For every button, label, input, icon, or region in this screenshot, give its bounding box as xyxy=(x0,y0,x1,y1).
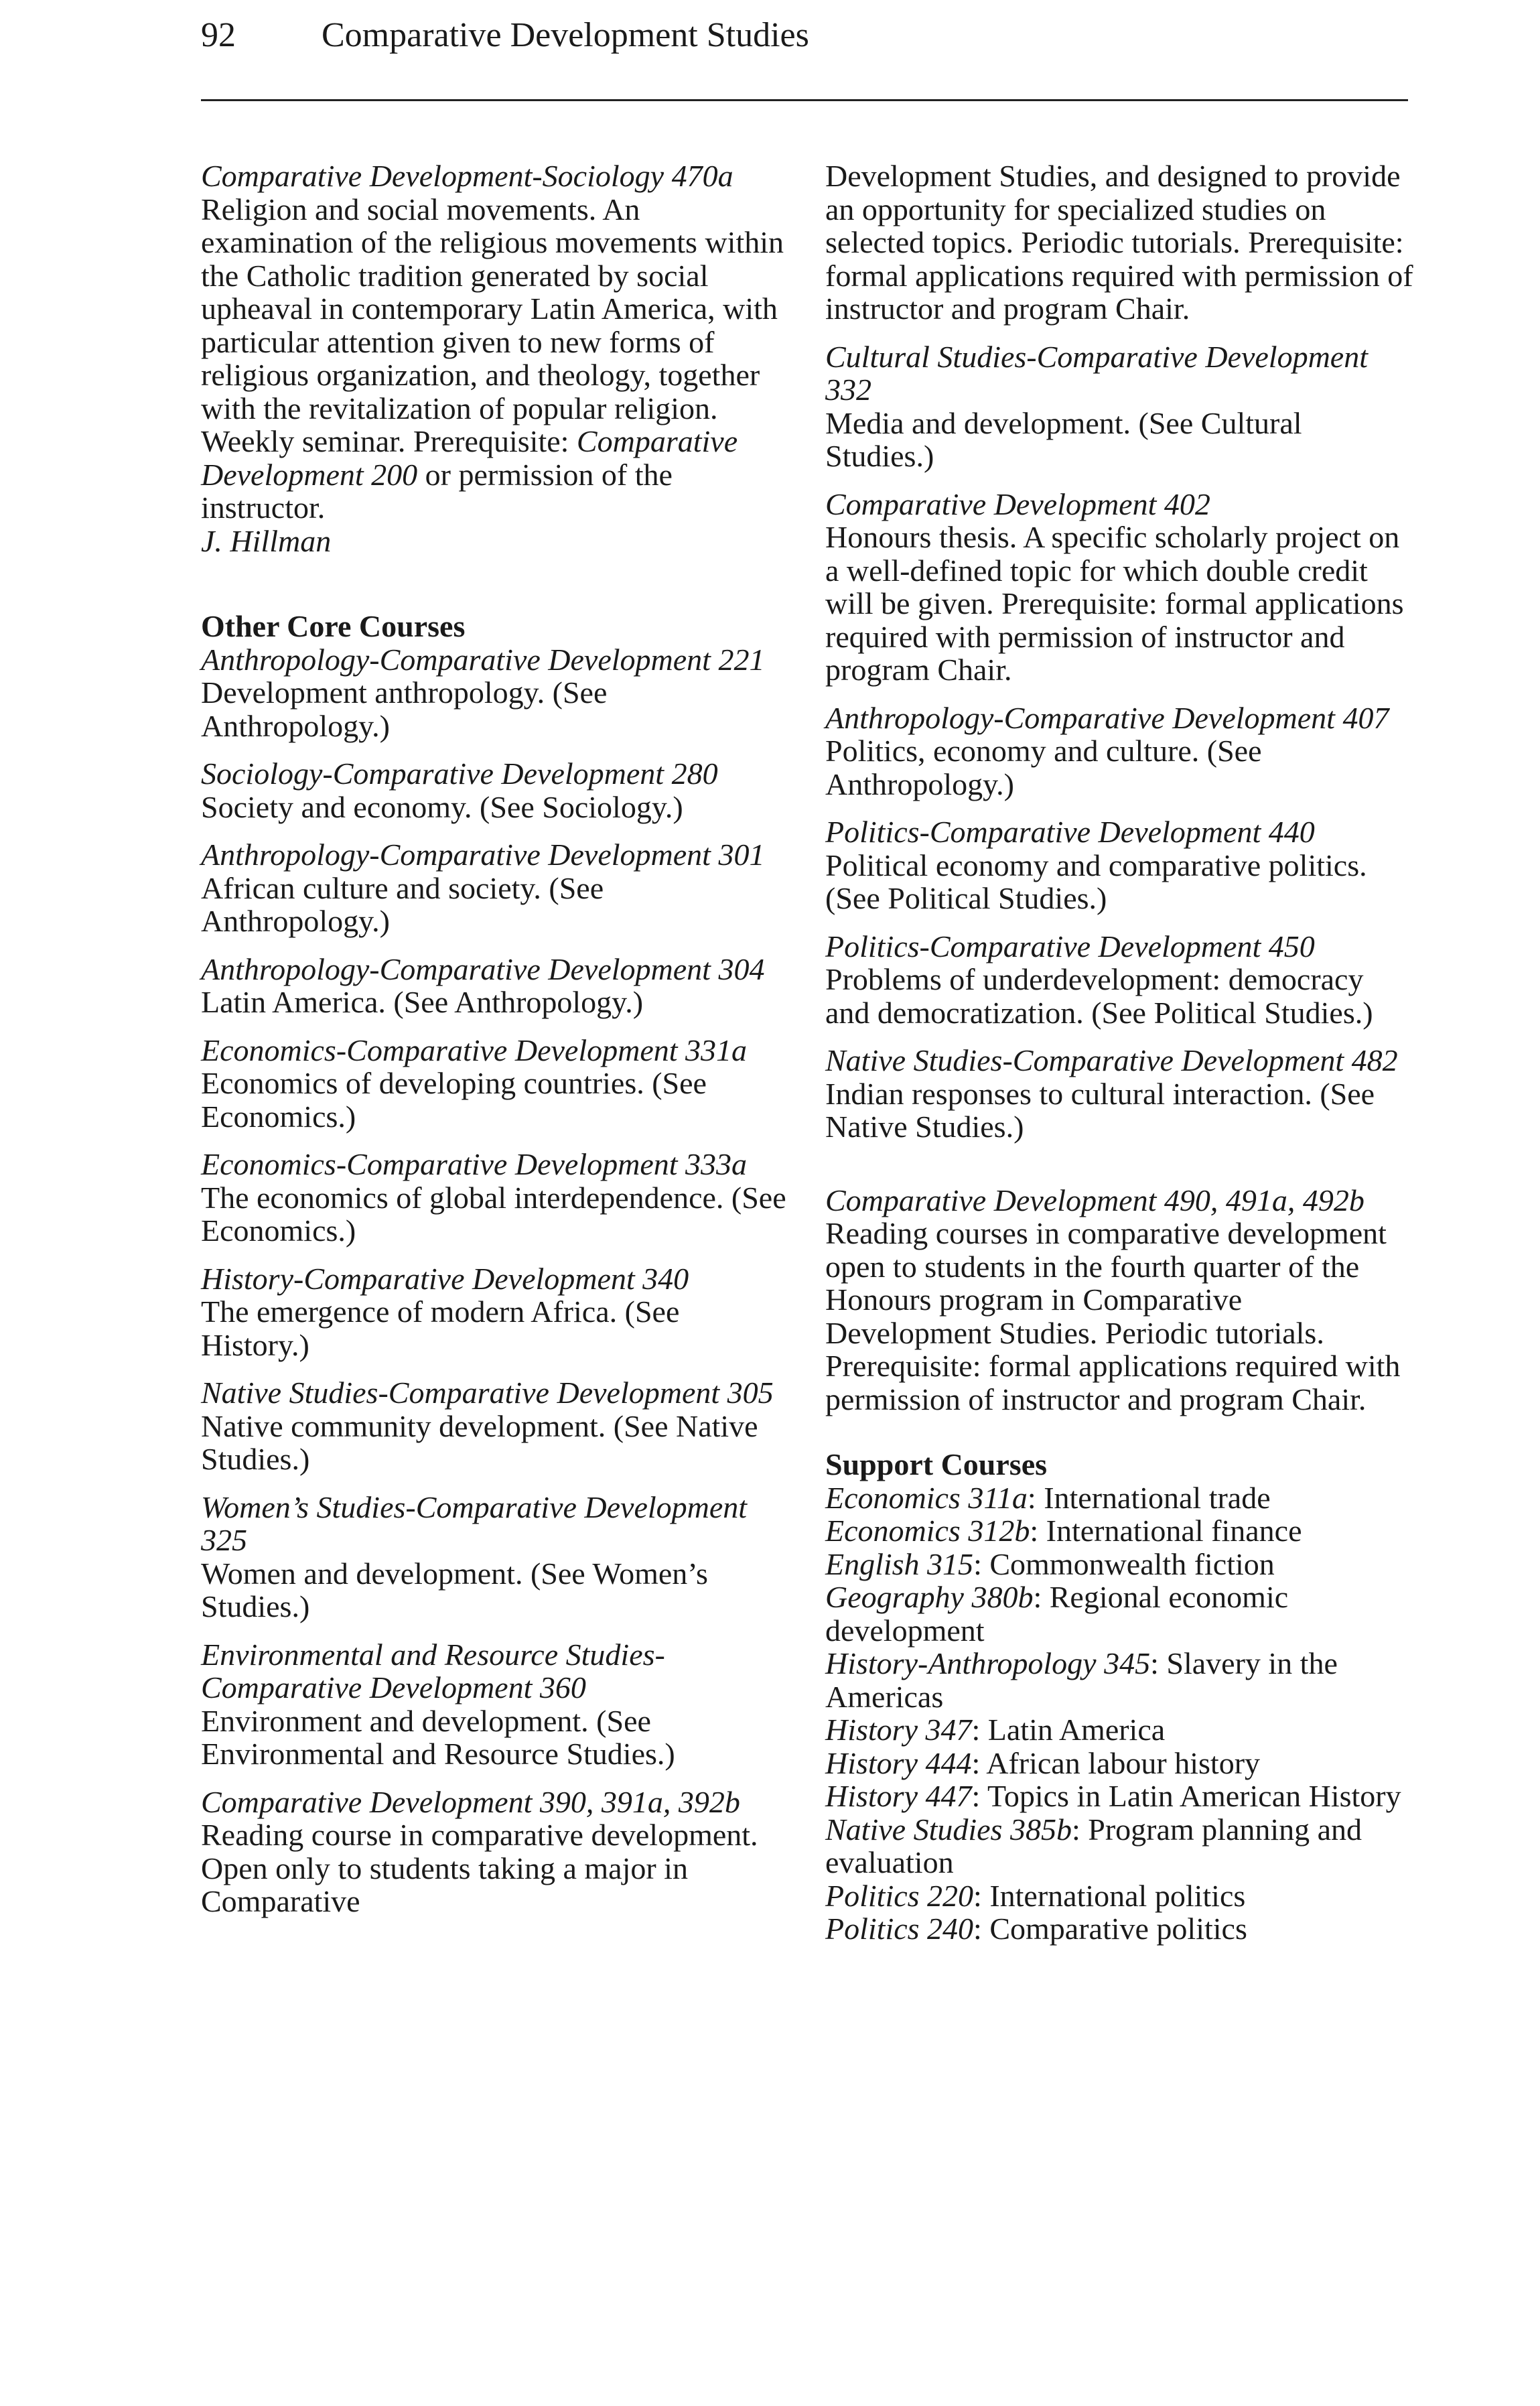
support-course-item: History 347: Latin America xyxy=(825,1713,1166,1747)
support-course-name: Economics 312b xyxy=(825,1514,1030,1548)
support-course-topic: Topics in Latin American History xyxy=(987,1779,1401,1813)
course-title: Economics-Comparative Development 331a xyxy=(201,1032,748,1067)
course-description: The emergence of modern Africa. (See History.) xyxy=(201,1294,680,1362)
right-column xyxy=(825,159,1415,1946)
course-entry xyxy=(201,159,790,557)
support-course-name: Politics 220 xyxy=(825,1878,974,1913)
course-description: Women and development. (See Women’s Studies.) xyxy=(201,1556,708,1623)
support-course-topic: International finance xyxy=(1046,1514,1302,1548)
course-description: Society and economy. (See Sociology.) xyxy=(201,789,683,824)
page-number: 92 xyxy=(201,16,236,54)
support-course-item: Economics 312b: International finance xyxy=(825,1514,1302,1548)
course-title: Comparative Development-Sociology 470a xyxy=(201,159,733,193)
prerequisite-course: Comparative Development 200 xyxy=(201,424,738,492)
course-title: Environmental and Resource Studies-Comparative Development 360 xyxy=(201,1637,665,1705)
support-course-item: Politics 240: Comparative politics xyxy=(825,1912,1247,1946)
course-title: Native Studies-Comparative Development 305 xyxy=(201,1376,774,1410)
course-entry xyxy=(201,1786,790,1918)
support-course-topic: Commonwealth fiction xyxy=(989,1546,1275,1581)
support-course-name: Politics 240 xyxy=(825,1912,974,1946)
support-course-item: History 444: African labour history xyxy=(825,1745,1261,1780)
course-title: Anthropology-Comparative Development 301 xyxy=(201,838,765,872)
course-entry xyxy=(201,1638,790,1771)
support-course-item: History 447: Topics in Latin American History xyxy=(825,1779,1401,1813)
course-description: The economics of global interdependence. (See Economics.) xyxy=(201,1180,786,1248)
course-description: Political economy and comparative politics. (See Political Studies.) xyxy=(825,848,1367,915)
course-entry xyxy=(825,815,1415,915)
course-entry xyxy=(201,1376,790,1476)
support-course-topic: African labour history xyxy=(986,1745,1261,1780)
course-entry xyxy=(201,1491,790,1623)
course-title: Sociology-Comparative Development 280 xyxy=(201,756,718,791)
course-description: Politics, economy and culture. (See Anthropology.) xyxy=(825,734,1262,801)
support-course-topic: Latin America xyxy=(987,1713,1166,1747)
course-title: Anthropology-Comparative Development 221 xyxy=(201,642,765,677)
course-entry xyxy=(201,1148,790,1248)
course-description: Development anthropology. (See Anthropology.) xyxy=(201,675,608,743)
support-course-item: Politics 220: International politics xyxy=(825,1878,1246,1913)
course-description: Native community development. (See Native Studies.) xyxy=(201,1408,758,1476)
instructor-name: J. Hillman xyxy=(201,523,332,558)
support-course-topic: Comparative politics xyxy=(989,1912,1247,1946)
course-title: History-Comparative Development 340 xyxy=(201,1261,689,1296)
support-course-name: Economics 311a xyxy=(825,1480,1028,1515)
course-entry xyxy=(201,953,790,1019)
section-heading-other-core: Other Core Courses xyxy=(201,609,466,643)
course-description: Media and development. (See Cultural Studies.) xyxy=(825,405,1302,473)
section-heading-support: Support Courses xyxy=(825,1447,1048,1481)
course-entry xyxy=(201,1034,790,1134)
course-entry xyxy=(201,643,790,743)
support-course-item: English 315: Commonwealth fiction xyxy=(825,1546,1275,1581)
support-course-topic: International politics xyxy=(989,1878,1246,1913)
course-description: Environment and development. (See Environmental and Resource Studies.) xyxy=(201,1703,675,1771)
support-course-list xyxy=(825,1481,1415,1946)
support-course-item: Geography 380b: Regional economic development xyxy=(825,1580,1289,1648)
course-title: Anthropology-Comparative Development 304 xyxy=(201,951,765,986)
support-course-name: History 444 xyxy=(825,1745,972,1780)
course-description: Reading courses in comparative development open to students in the fourth quarter of the Honours program in Comparative Development Studies. Periodic tutorials. Prerequisite: formal applications required with permission of instructor and program Chair. xyxy=(825,1216,1401,1416)
support-course-name: History 447 xyxy=(825,1779,972,1813)
course-title: Native Studies-Comparative Development 482 xyxy=(825,1043,1398,1077)
course-description: Latin America. (See Anthropology.) xyxy=(201,985,644,1019)
course-entry xyxy=(825,488,1415,687)
course-title: Economics-Comparative Development 333a xyxy=(201,1147,748,1181)
course-entry xyxy=(201,757,790,823)
course-title: Anthropology-Comparative Development 407 xyxy=(825,700,1389,735)
course-description: Economics of developing countries. (See Economics.) xyxy=(201,1066,707,1134)
support-course-name: English 315 xyxy=(825,1546,974,1581)
page-header xyxy=(201,12,809,59)
support-course-name: History 347 xyxy=(825,1713,972,1747)
course-title: Comparative Development 490, 491a, 492b xyxy=(825,1183,1364,1217)
course-description: Problems of underdevelopment: democracy and democratization. (See Political Studies.) xyxy=(825,962,1373,1030)
course-entry xyxy=(201,1262,790,1362)
support-course-name: Geography 380b xyxy=(825,1580,1034,1614)
support-course-topic: Regional economic development xyxy=(825,1580,1289,1648)
course-title: Politics-Comparative Development 440 xyxy=(825,815,1315,849)
support-course-item: Native Studies 385b: Program planning and evaluation xyxy=(825,1812,1362,1879)
course-description: Reading course in comparative development. Open only to students taking a major in Comparative xyxy=(201,1818,758,1918)
right-course-list xyxy=(825,340,1415,1144)
left-column xyxy=(201,159,790,1933)
course-description: Honours thesis. A specific scholarly project on a well-defined topic for which double credit will be given. Prerequisite: formal applications required with permission of instructor and program Chair. xyxy=(825,520,1404,687)
course-title: Comparative Development 390, 391a, 392b xyxy=(201,1784,740,1819)
course-title: Politics-Comparative Development 450 xyxy=(825,929,1315,963)
course-entry xyxy=(825,930,1415,1030)
course-entry xyxy=(825,1184,1415,1416)
course-title: Comparative Development 402 xyxy=(825,486,1210,521)
course-entry xyxy=(825,340,1415,473)
course-title: Cultural Studies-Comparative Development 332 xyxy=(825,339,1368,407)
support-course-topic: Program planning and evaluation xyxy=(825,1812,1362,1879)
running-title: Comparative Development Studies xyxy=(322,16,809,54)
course-description: Indian responses to cultural interaction. (See Native Studies.) xyxy=(825,1076,1375,1144)
support-course-name: History-Anthropology 345 xyxy=(825,1646,1151,1680)
support-course-topic: Slavery in the Americas xyxy=(825,1646,1338,1714)
course-entry xyxy=(201,838,790,938)
course-description: African culture and society. (See Anthropology.) xyxy=(201,870,604,938)
support-course-topic: International trade xyxy=(1044,1480,1271,1515)
course-title: Women’s Studies-Comparative Development 325 xyxy=(201,1489,748,1557)
course-description: Religion and social movements. An examination of the religious movements within the Catholic tradition generated by social upheaval in contemporary Latin America, with particular attention given to new forms of religious organization, and theology, together with the revitalization of popular religion. Weekly seminar. Prerequisite: Comparative Development 200 or permission of the instructor. xyxy=(201,192,784,525)
course-entry xyxy=(825,701,1415,801)
support-course-item: History-Anthropology 345: Slavery in the Americas xyxy=(825,1646,1338,1714)
support-course-name: Native Studies 385b xyxy=(825,1812,1072,1847)
support-course-item: Economics 311a: International trade xyxy=(825,1480,1271,1515)
course-continuation: Development Studies, and designed to provide an opportunity for specialized studies on selected topics. Periodic tutorials. Prerequisite: formal applications required with permission of instructor and program Chair. xyxy=(825,159,1413,326)
other-core-course-list xyxy=(201,643,790,1918)
header-rule xyxy=(201,99,1408,101)
course-entry xyxy=(825,1044,1415,1144)
